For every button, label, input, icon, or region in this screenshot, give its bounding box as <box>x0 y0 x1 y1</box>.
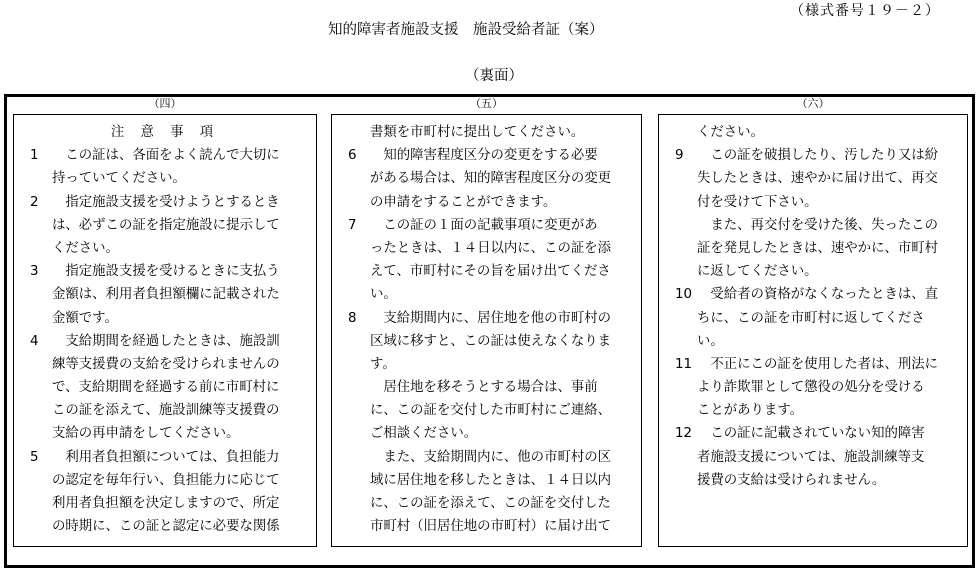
notice-line <box>14 167 316 190</box>
line-text: 指定施設支援を受けようとするとき <box>52 194 280 210</box>
notice-line <box>332 422 641 445</box>
item-number: 7 <box>348 217 357 233</box>
line-text: 持っていてください。 <box>52 171 186 187</box>
column-label-5: （五） <box>470 97 503 110</box>
item-number: 3 <box>30 264 39 280</box>
line-text: この証の１面の記載事項に変更があ <box>370 217 598 233</box>
line-text: 利用者負担額を決定しますので、所定 <box>52 496 280 511</box>
line-text: ください。 <box>697 125 764 140</box>
line-text: 証を発見したときは、速やかに、市町村 <box>697 240 939 256</box>
notice-line <box>659 422 967 445</box>
line-text: 援費の支給は受けられません。 <box>697 472 886 488</box>
notice-line <box>14 237 316 260</box>
line-text: 金額です。 <box>52 310 118 326</box>
notice-line <box>332 469 641 492</box>
line-text: この証は、各面をよく読んで大切に <box>52 148 280 164</box>
line-text: の申請をすることができます。 <box>370 194 557 210</box>
notice-line <box>659 121 967 144</box>
line-text: 書類を市町村に提出してください。 <box>370 125 585 140</box>
notice-line <box>332 260 641 283</box>
item-number: 1 <box>30 148 39 164</box>
line-text: 居住地を移そうとする場合は、事前 <box>370 380 598 396</box>
line-text: えて、市町村にその旨を届け出てくださ <box>370 264 611 280</box>
line-text: は、必ずこの証を指定施設に提示して <box>52 217 280 233</box>
notice-line <box>332 307 641 330</box>
notice-line <box>14 144 316 167</box>
notice-line <box>659 469 967 492</box>
line-text: 注 意 事 項 <box>110 125 220 140</box>
notice-line <box>332 191 641 214</box>
line-text: この証に記載されていない知的障害 <box>697 426 925 442</box>
notice-line <box>332 167 641 190</box>
line-text: 区域に移すと、この証は使えなくなりま <box>370 333 612 349</box>
notice-line <box>332 446 641 469</box>
notice-line <box>14 307 316 330</box>
notice-line <box>14 353 316 376</box>
notice-line <box>332 214 641 237</box>
line-text: また、再交付を受けた後、失ったこの <box>697 217 939 233</box>
notice-line <box>14 469 316 492</box>
line-text: この証を破損したり、汚したり又は紛 <box>697 148 939 164</box>
document-title: 知的障害者施設支援 施設受給者証（案） <box>328 22 604 38</box>
notice-line <box>14 376 316 399</box>
line-text: い。 <box>370 287 397 303</box>
notice-line <box>14 260 316 283</box>
notice-line <box>659 376 967 399</box>
line-text: に、この証を添えて、この証を交付した <box>370 496 611 511</box>
notice-line <box>332 283 641 306</box>
notice-column-4 <box>13 114 317 547</box>
line-text: ください。 <box>52 240 119 256</box>
line-text: に、この証を交付した市町村にご連絡、 <box>370 403 612 419</box>
form-number: （様式番号１９－２） <box>790 3 940 19</box>
line-text: ことがあります。 <box>697 403 804 419</box>
column-label-4: （四） <box>148 97 182 110</box>
notice-line <box>14 330 316 353</box>
line-text: の認定を毎年行い、負担能力に応じて <box>52 472 280 488</box>
notice-line <box>14 422 316 445</box>
notice-line <box>659 167 967 190</box>
notice-heading <box>14 121 316 144</box>
line-text: 受給者の資格がなくなったときは、直 <box>697 287 939 303</box>
line-text: 市町村（旧居住地の市町村）に届け出て <box>370 519 612 535</box>
line-text: 失したときは、速やかに届け出て、再交 <box>697 171 938 187</box>
notice-line <box>332 121 641 144</box>
line-text: ったときは、１４日以内に、この証を添 <box>370 240 612 256</box>
line-text: 金額は、利用者負担額欄に記載された <box>52 287 280 303</box>
line-text: ご相談ください。 <box>370 426 478 442</box>
line-text: 利用者負担額については、負担能力 <box>52 449 280 465</box>
notice-column-6 <box>658 114 968 547</box>
notice-line <box>14 515 316 538</box>
notice-line <box>659 237 967 260</box>
line-text: 域に居住地を移したときは、１４日以内 <box>370 472 612 488</box>
line-text: また、支給期間内に、他の市町村の区 <box>370 449 612 465</box>
line-text: がある場合は、知的障害程度区分の変更 <box>370 171 612 187</box>
item-number: 5 <box>30 449 39 465</box>
notice-line <box>659 260 967 283</box>
notice-line <box>14 446 316 469</box>
line-text: で、支給期間を経過する前に市町村に <box>52 380 280 396</box>
item-number: 8 <box>348 310 357 326</box>
line-text: 支給の再申請をしてください。 <box>52 426 240 442</box>
line-text: 者施設支援については、施設訓練等支 <box>697 449 925 465</box>
notice-column-5 <box>331 114 642 547</box>
notice-line <box>659 307 967 330</box>
notice-line <box>659 446 967 469</box>
notice-line <box>332 515 641 538</box>
notice-line <box>659 214 967 237</box>
notice-line <box>332 237 641 260</box>
item-number: 12 <box>675 426 693 442</box>
notice-line <box>14 492 316 515</box>
line-text: の時期に、この証と認定に必要な関係 <box>52 519 280 535</box>
notice-line <box>659 283 967 306</box>
line-text: ちに、この証を市町村に返してくださ <box>697 310 925 326</box>
notice-line <box>332 144 641 167</box>
notice-line <box>332 330 641 353</box>
line-text: より詐欺罪として懲役の処分を受ける <box>697 380 925 396</box>
line-text: す。 <box>370 356 396 372</box>
line-text: 支給期間内に、居住地を他の市町村の <box>370 310 612 326</box>
notice-line <box>332 492 641 515</box>
column-label-6: （六） <box>796 97 830 110</box>
notice-line <box>332 353 641 376</box>
item-number: 4 <box>30 333 39 349</box>
line-text: 指定施設支援を受けるときに支払う <box>52 264 280 280</box>
item-number: 9 <box>675 148 684 164</box>
notice-line <box>14 191 316 214</box>
notice-line <box>659 191 967 214</box>
item-number: 2 <box>30 194 39 210</box>
line-text: 付を受けて下さい。 <box>697 194 818 210</box>
line-text: 知的障害程度区分の変更をする必要 <box>370 148 598 164</box>
item-number: 11 <box>675 356 693 372</box>
item-number: 10 <box>675 287 693 303</box>
notice-line <box>14 399 316 422</box>
notice-line <box>659 399 967 422</box>
notice-line <box>659 353 967 376</box>
notice-line <box>659 330 967 353</box>
line-text: 練等支援費の支給を受けられませんの <box>52 356 280 372</box>
notice-line <box>14 214 316 237</box>
line-text: 支給期間を経過したときは、施設訓 <box>52 333 280 349</box>
item-number: 6 <box>348 148 357 164</box>
line-text: に返してください。 <box>697 264 818 280</box>
line-text: この証を添えて、施設訓練等支援費の <box>52 403 280 419</box>
notice-line <box>14 283 316 306</box>
notice-line <box>659 144 967 167</box>
side-label: （裏面） <box>465 68 523 84</box>
notice-line <box>332 399 641 422</box>
line-text: 不正にこの証を使用した者は、刑法に <box>697 356 939 372</box>
notice-line <box>332 376 641 399</box>
line-text: い。 <box>697 333 724 349</box>
